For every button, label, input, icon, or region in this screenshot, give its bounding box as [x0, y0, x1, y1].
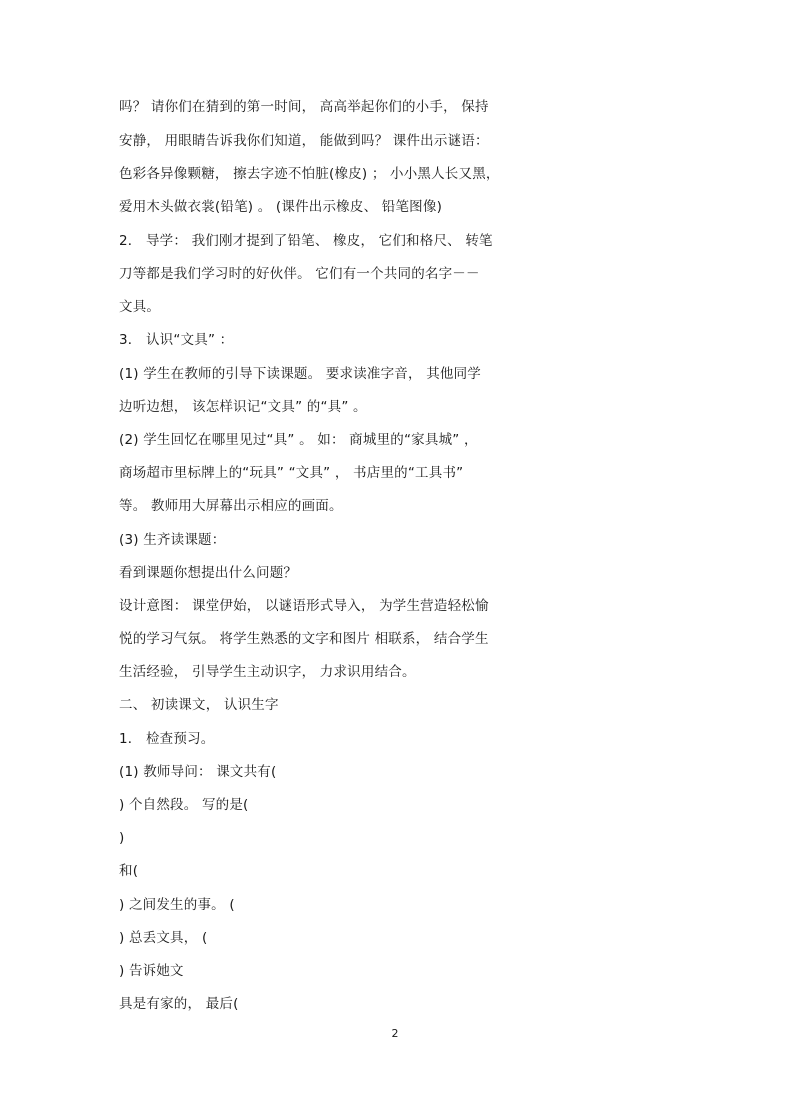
text-line: 安静， 用眼睛告诉我你们知道， 能做到吗？ 课件出示谜语： [119, 133, 489, 149]
text-line: 边听边想， 该怎样识记“文具” 的“具” 。 [119, 399, 367, 415]
text-line: 设计意图： 课堂伊始， 以谜语形式导入， 为学生营造轻松愉 [119, 598, 489, 614]
text-line: 看到课题你想提出什么问题？ [119, 565, 298, 581]
section-heading: 二、 初读课文， 认识生字 [119, 697, 279, 713]
text-line: (2) 学生回忆在哪里见过“具” 。 如： 商城里的“家具城” ， [119, 432, 478, 448]
text-line: 等。 教师用大屏幕出示相应的画面。 [119, 498, 343, 514]
text-line: 生活经验， 引导学生主动识字， 力求识用结合。 [119, 664, 416, 680]
text-line: 具是有家的， 最后( [119, 996, 239, 1012]
text-line: (1) 教师导问： 课文共有( [119, 764, 277, 780]
text-line: 商场超市里标牌上的“玩具” “文具” ， 书店里的“工具书” [119, 465, 464, 481]
text-line: 吗？ 请你们在猜到的第一时间， 高高举起你们的小手， 保持 [119, 99, 489, 115]
text-line: ) 告诉她文 [119, 963, 184, 979]
text-line: 爱用木头做衣裳(铅笔) 。 (课件出示橡皮、 铅笔图像) [119, 199, 443, 215]
text-line: ) 个自然段。 写的是( [119, 797, 249, 813]
text-line: 2． 导学： 我们刚才提到了铅笔、 橡皮， 它们和格尺、 转笔 [119, 233, 493, 249]
text-line: (1) 学生在教师的引导下读课题。 要求读准字音， 其他同学 [119, 366, 481, 382]
text-line: 文具。 [119, 299, 161, 315]
text-line: 3． 认识“文具” ： [119, 332, 234, 348]
text-line: 色彩各异像颗糖， 擦去字迹不怕脏(橡皮) ； 小小黑人长又黑， [119, 166, 500, 182]
text-line: ) 总丢文具， ( [119, 930, 208, 946]
text-line: 刀等都是我们学习时的好伙伴。 它们有一个共同的名字－－ [119, 266, 480, 282]
page-number: 2 [391, 1027, 399, 1040]
text-line: 和( [119, 863, 139, 879]
text-line: 悦的学习气氛。 将学生熟悉的文字和图片 相联系， 结合学生 [119, 631, 489, 647]
text-line: ) 之间发生的事。 ( [119, 897, 235, 913]
text-line: 1． 检查预习。 [119, 731, 215, 747]
text-line: (3) 生齐读课题： [119, 532, 226, 548]
text-line: ) [119, 830, 125, 846]
